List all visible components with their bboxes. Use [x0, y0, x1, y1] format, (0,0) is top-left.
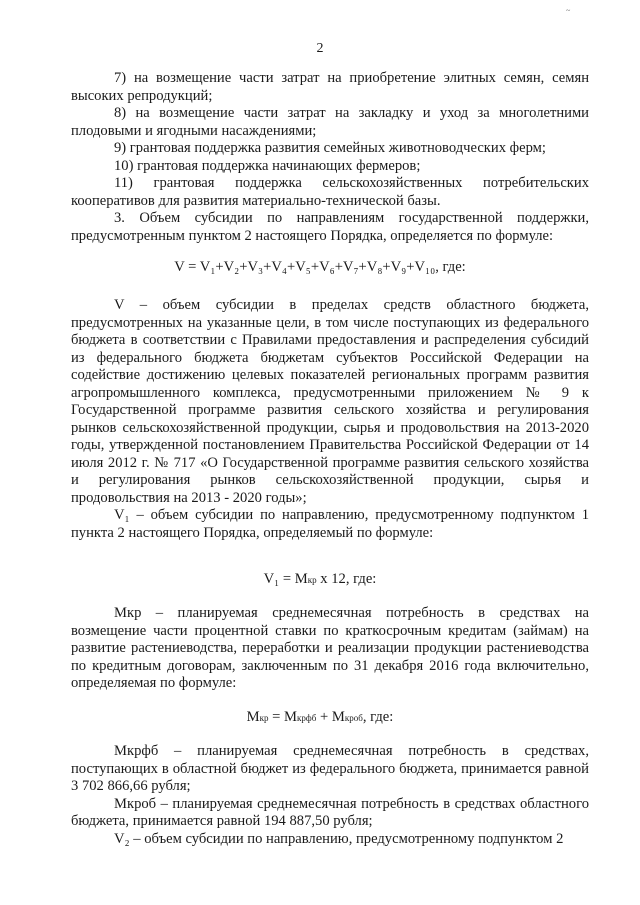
formula-total: V = V₁+V₂+V₃+V₄+V₅+V₆+V₇+V₈+V₉+V₁₀, где: — [174, 259, 466, 275]
paragraph: 8) на возмещение части затрат на закладку и уход за многолетними плодовыми и ягодными насаждениями; — [71, 105, 589, 139]
formula-part: x 12, где: — [316, 571, 377, 587]
formula-part: + M — [316, 709, 345, 725]
formula-part: , где: — [362, 709, 394, 725]
text-block-2 — [71, 297, 589, 542]
formula-subscript: крфб — [297, 713, 317, 723]
formula-subscript: кр — [259, 713, 269, 723]
formula-subscript: кроб — [344, 713, 363, 723]
text-block-4 — [71, 743, 589, 848]
paragraph: V – объем субсидии в пределах средств областного бюджета, предусмотренных на указанные цели, в том числе поступающих из федерального бюджета в соответствии с Правилами предоставления и распределения субсидий из федерального бюджета бюджетам субъектов Российской Федерации на содействие достижению целевых показателей региональных программ развития агропромышленного комплекса, предусмотренными приложением № 9 к Государственной программе развития сельского хозяйства и регулирования рынков сельскохозяйственной продукции, сырья и продовольствия на 2013-2020 годы, утвержденной постановлением Правительства Российской Федерации от 14 июля 2012 г. № 717 «О Государственной программе развития сельского хозяйства и регулирования рынков сельскохозяйственной продукции, сырья и продовольствия на 2013 - 2020 годы»; — [71, 297, 589, 506]
formula-part: = M — [268, 709, 298, 725]
paragraph: Mкр – планируемая среднемесячная потребность в средствах на возмещение части процентной ставки по краткосрочным кредитам (займам) на развитие растениеводства, переработки и реализации продукции растениеводства по кредитным договорам, заключенным по 31 декабря 2016 года включительно, определяемая по формуле: — [71, 605, 589, 691]
text-block-3 — [71, 605, 589, 693]
corner-mark: ~ — [566, 6, 571, 15]
paragraph: Mкроб – планируемая среднемесячная потребность в средствах областного бюджета, принимается равной 194 887,50 рубля; — [71, 795, 589, 829]
paragraph: V₁ – объем субсидии по направлению, предусмотренному подпунктом 1 пункта 2 настоящего Порядка, определяемый по формуле: — [71, 507, 589, 541]
formula-part: V₁ = M — [263, 571, 308, 587]
paragraph: 10) грантовая поддержка начинающих фермеров; — [114, 157, 421, 174]
paragraph: 3. Объем субсидии по направлениям государственной поддержки, предусмотренным пунктом 2 настоящего Порядка, определяется по формуле: — [71, 210, 589, 244]
paragraph: 9) грантовая поддержка развития семейных животноводческих ферм; — [114, 140, 546, 156]
page-number: 2 — [316, 41, 324, 56]
paragraph: 7) на возмещение части затрат на приобретение элитных семян, семян высоких репродукций; — [71, 70, 589, 104]
formula-part: M — [246, 709, 260, 725]
paragraph: V₂ – объем субсидии по направлению, предусмотренному подпунктом 2 — [114, 830, 564, 847]
formula-subscript: кр — [307, 575, 317, 585]
paragraph: Mкрфб – планируемая среднемесячная потребность в средствах, поступающих в областной бюджет из федерального бюджета, принимается равной 3 702 866,66 рубля; — [71, 743, 589, 794]
formula-mkr — [0, 709, 640, 726]
formula-v1 — [0, 571, 640, 588]
paragraph: 11) грантовая поддержка сельскохозяйственных потребительских кооперативов для развития материально-технической базы. — [71, 175, 589, 209]
text-block-1 — [71, 70, 589, 245]
